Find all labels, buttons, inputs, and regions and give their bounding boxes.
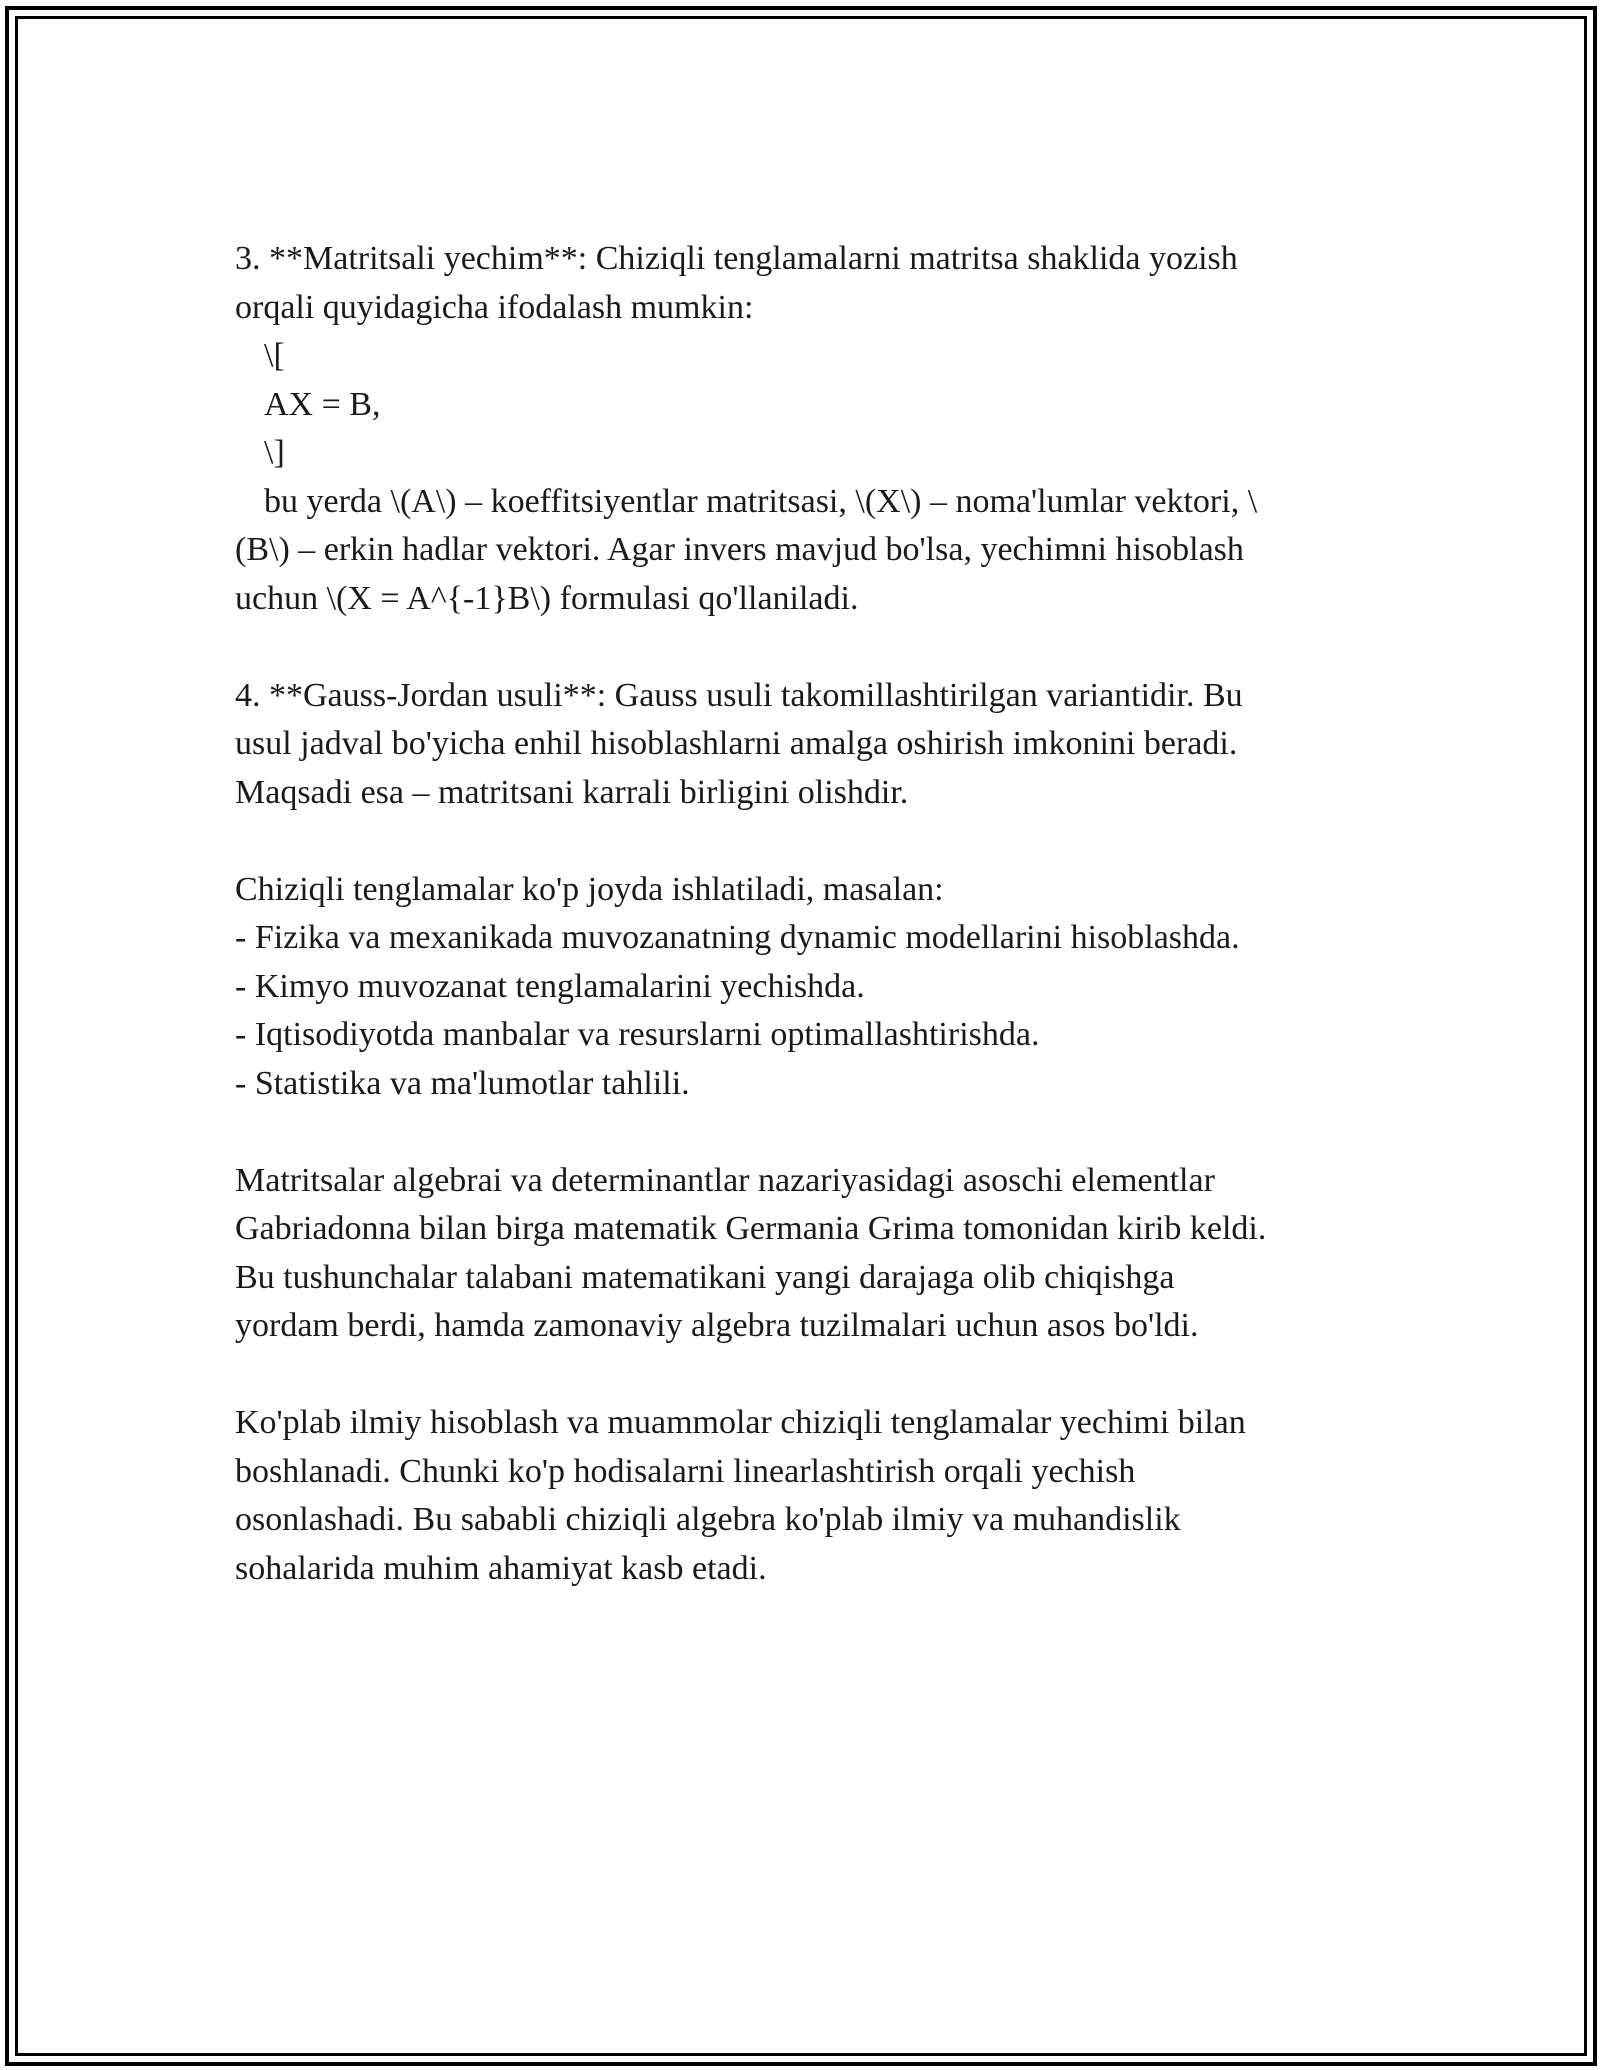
section-history [235, 1157, 1375, 1351]
text-line: sohalarida muhim ahamiyat kasb etadi. [235, 1549, 767, 1587]
paragraph-gap [235, 1108, 1375, 1157]
text-line: (B\) – erkin hadlar vektori. Agar invers mavjud bo'lsa, yechimni hisoblash [235, 531, 1244, 568]
text-line: usul jadval bo'yicha enhil hisoblashlarni amalga oshirish imkonini beradi. [235, 725, 1238, 762]
text-line: yordam berdi, hamda zamonaviy algebra tuzilmalari uchun asos bo'ldi. [235, 1307, 1199, 1344]
paragraph-gap [235, 817, 1375, 866]
formula-body: AX = B, [264, 385, 381, 423]
paragraph-gap [235, 623, 1375, 672]
text-line: Ko'plab ilmiy hisoblash va muammolar chiziqli tenglamalar yechimi bilan [235, 1404, 1246, 1441]
text-line: boshlanadi. Chunki ko'p hodisalarni linearlashtirish orqali yechish [235, 1452, 1136, 1490]
text-line: uchun \(X = A^{-1}B\) formulasi qo'llaniladi. [235, 579, 859, 617]
section-applications [235, 866, 1375, 1109]
list-item: - Kimyo muvozanat tenglamalarini yechishda. [235, 967, 865, 1005]
text-line: osonlashadi. Bu sababli chiziqli algebra ko'plab ilmiy va muhandislik [235, 1501, 1181, 1538]
text-line: orqali quyidagicha ifodalash mumkin: [235, 288, 754, 326]
text-line: Matritsalar algebrai va determinantlar nazariyasidagi asoschi elementlar [235, 1161, 1215, 1199]
text-line: Bu tushunchalar talabani matematikani yangi darajaga olib chiqishga [235, 1258, 1175, 1296]
list-item: - Iqtisodiyotda manbalar va resurslarni optimallashtirishda. [235, 1016, 1040, 1053]
list-item: - Statistika va ma'lumotlar tahlili. [235, 1064, 690, 1102]
formula-open: \[ [264, 337, 285, 374]
list-item: - Fizika va mexanikada muvozanatning dynamic modellarini hisoblashda. [235, 919, 1240, 956]
text-line: 3. **Matritsali yechim**: Chiziqli tenglamalarni matritsa shaklida yozish [235, 240, 1238, 277]
text-line: Gabriadonna bilan birga matematik Germania Grima tomonidan kirib keldi. [235, 1210, 1267, 1247]
text-line: Maqsadi esa – matritsani karrali birligini olishdir. [235, 773, 909, 811]
formula-close: \] [264, 434, 285, 471]
section-matrix-solution [235, 235, 1375, 623]
text-line: bu yerda \(A\) – koeffitsiyentlar matritsasi, \(X\) – noma'lumlar vektori, \ [264, 482, 1258, 520]
applications-intro: Chiziqli tenglamalar ko'p joyda ishlatiladi, masalan: [235, 870, 944, 908]
text-line: 4. **Gauss-Jordan usuli**: Gauss usuli takomillashtirilgan variantidir. Bu [235, 676, 1243, 714]
document-body [235, 235, 1375, 1593]
section-conclusion [235, 1399, 1375, 1593]
section-gauss-jordan [235, 672, 1375, 818]
paragraph-gap [235, 1351, 1375, 1400]
